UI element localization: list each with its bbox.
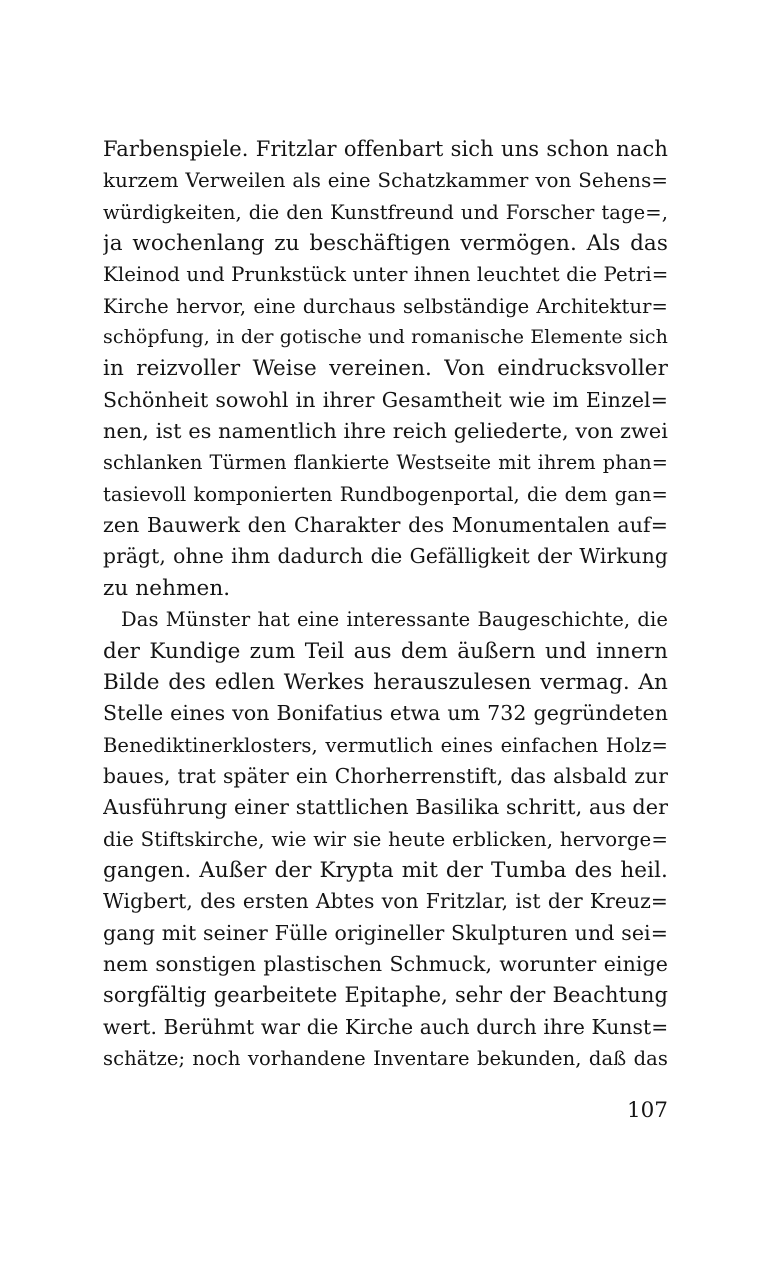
text-line: nem sonstigen plastischen Schmuck, worunter einige (103, 951, 668, 976)
text-line: wert. Berühmt war die Kirche auch durch ihre Kunst= (103, 1014, 668, 1039)
text-line: gangen. Außer der Krypta mit der Tumba des heil. (103, 857, 668, 883)
body-text (103, 134, 668, 1074)
text-line: ja wochenlang zu beschäftigen vermögen. Als das (103, 231, 668, 257)
text-line: Schönheit sowohl in ihrer Gesamtheit wie im Einzel= (103, 387, 668, 412)
text-line: Wigbert, des ersten Abtes von Fritzlar, ist der Kreuz= (103, 889, 668, 914)
text-line: Kleinod und Prunkstück unter ihnen leuchtet die Petri= (103, 263, 668, 287)
text-line: gang mit seiner Fülle origineller Skulpturen und sei= (103, 920, 668, 945)
text-line: nen, ist es namentlich ihre reich geliederte, von zwei (103, 419, 668, 444)
text-line: kurzem Verweilen als eine Schatzkammer von Sehens= (103, 169, 668, 193)
text-line: Stelle eines von Bonifatius etwa um 732 gegründeten (103, 701, 668, 726)
text-line: Ausführung einer stattlichen Basilika schritt, aus der (103, 795, 668, 820)
text-line: Benediktinerklosters, vermutlich eines einfachen Holz= (103, 733, 668, 757)
text-line: der Kundige zum Teil aus dem äußern und innern (103, 638, 668, 664)
text-line: würdigkeiten, die den Kunstfreund und Forscher tage=, (103, 200, 668, 224)
text-line: baues, trat später ein Chorherrenstift, das alsbald zur (103, 763, 668, 788)
text-line: prägt, ohne ihm dadurch die Gefälligkeit der Wirkung (103, 544, 668, 569)
text-line: Farbenspiele. Fritzlar offenbart sich uns schon nach (103, 137, 668, 161)
text-line: sorgfältig gearbeitete Epitaphe, sehr der Beachtung (103, 983, 668, 1008)
text-line: Kirche hervor, eine durchaus selbständige Architektur= (103, 294, 668, 318)
text-line: schöpfung, in der gotische und romanische Elemente sich (103, 326, 668, 349)
text-line: schätze; noch vorhandene Inventare bekunden, daß das (103, 1046, 668, 1070)
page-number: 107 (626, 1098, 668, 1123)
text-line: Bilde des edlen Werkes herauszulesen vermag. An (103, 669, 668, 695)
paragraph-start-line: Das Münster hat eine interessante Baugeschichte, die (121, 608, 668, 632)
text-line: in reizvoller Weise vereinen. Von eindrucksvoller (103, 356, 668, 382)
text-line: zen Bauwerk den Charakter des Monumentalen auf= (103, 513, 668, 538)
text-line: tasievoll komponierten Rundbogenportal, die dem gan= (103, 482, 668, 506)
paragraph-end-line: zu nehmen. (103, 575, 231, 601)
text-line: die Stiftskirche, wie wir sie heute erblicken, hervorge= (103, 827, 668, 851)
text-line: schlanken Türmen flankierte Westseite mit ihrem phan= (103, 451, 668, 475)
